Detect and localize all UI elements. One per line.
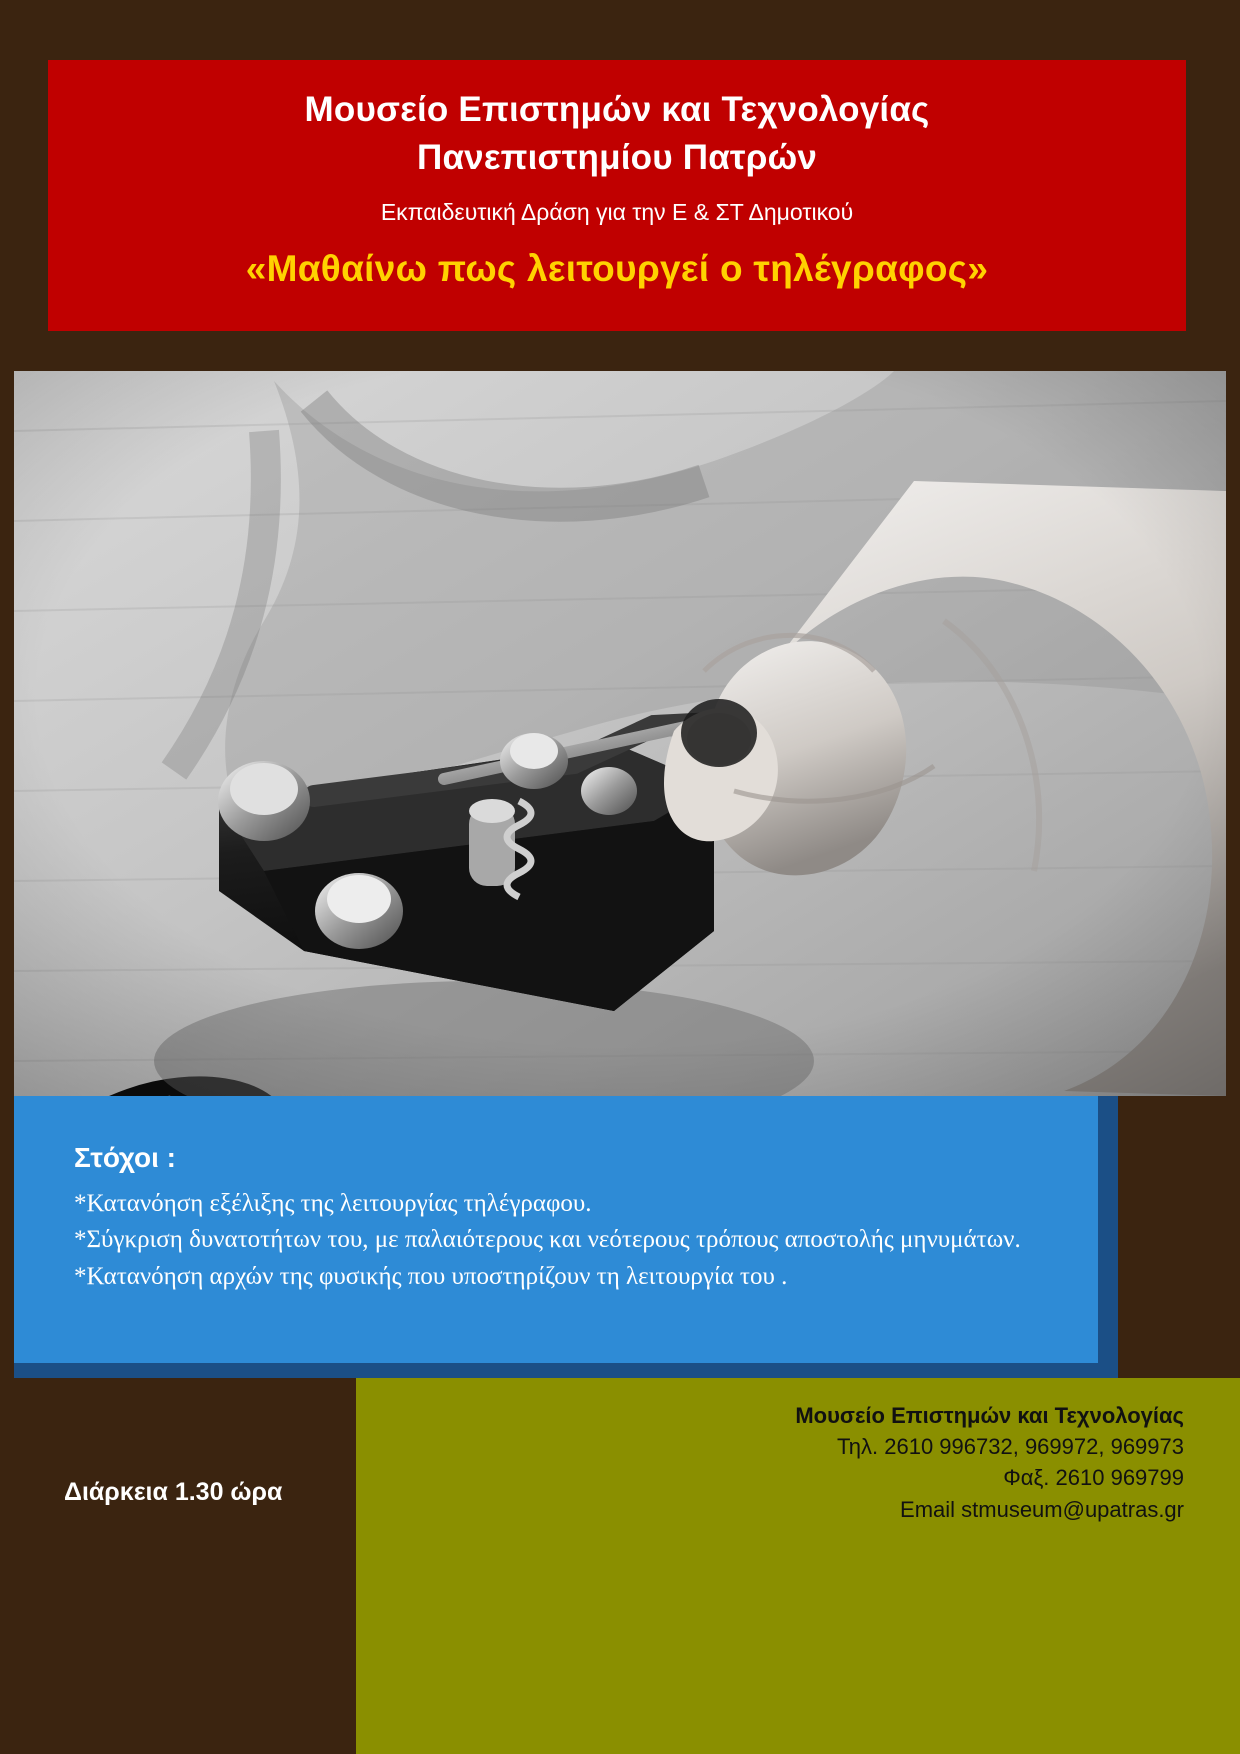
telegraph-photo (14, 371, 1226, 1096)
activity-title: «Μαθαίνω πως λειτουργεί ο τηλέγραφος» (245, 247, 989, 289)
telegraph-photo-illustration (14, 371, 1226, 1096)
objective-item-2: *Σύγκριση δυνατοτήτων του, με παλαιότερους και νεότερους τρόπους αποστολής μηνυμάτων. (74, 1226, 1021, 1254)
objectives-title: Στόχοι : (74, 1142, 177, 1173)
museum-title-line2: Πανεπιστημίου Πατρών (416, 138, 818, 178)
contact-museum-name: Μουσείο Επιστημών και Τεχνολογίας (795, 1403, 1184, 1428)
objective-item-1: *Κατανόηση εξέλιξης της λειτουργίας τηλέγραφου. (74, 1190, 592, 1217)
contact-email[interactable]: Email stmuseum@upatras.gr (900, 1496, 1184, 1522)
contact-info (484, 1400, 1184, 1525)
duration-label: Διάρκεια 1.30 ώρα (64, 1478, 283, 1506)
objective-item-3: *Κατανόηση αρχών της φυσικής που υποστηρίζουν τη λειτουργία του . (74, 1262, 788, 1290)
header-banner (48, 60, 1186, 331)
header-subtitle: Εκπαιδευτική Δράση για την Ε & ΣΤ Δημοτικού (380, 198, 854, 225)
footer-left-block (0, 1378, 356, 1754)
contact-fax: Φαξ. 2610 969799 (1003, 1465, 1184, 1491)
museum-title-line1: Μουσείο Επιστημών και Τεχνολογίας (304, 90, 930, 129)
contact-phone: Τηλ. 2610 996732, 969972, 969973 (836, 1434, 1184, 1460)
objectives-panel (14, 1096, 1098, 1363)
